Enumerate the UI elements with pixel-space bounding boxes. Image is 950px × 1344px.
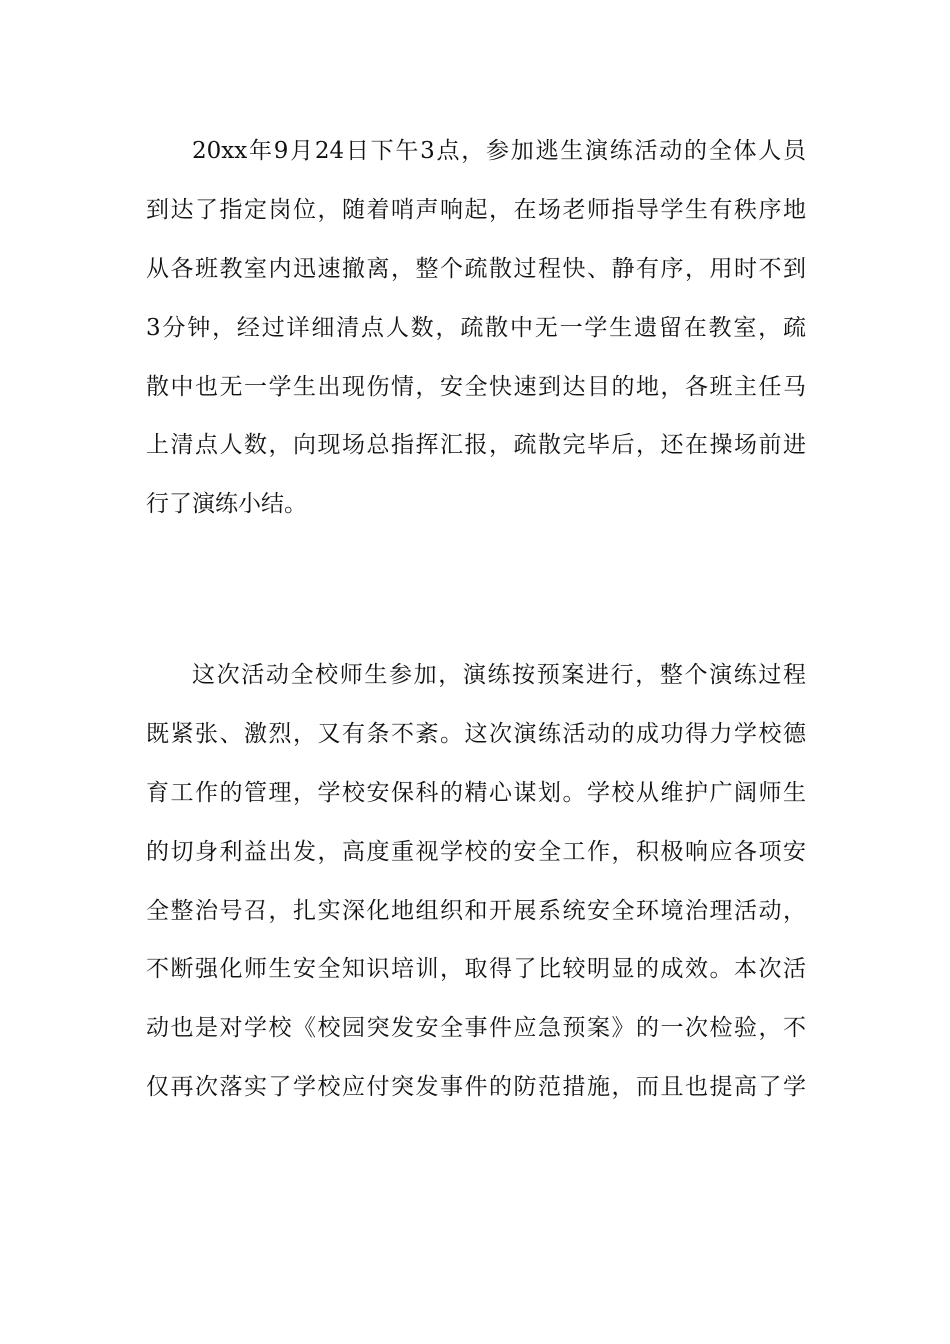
paragraph-line: 育工作的管理，学校安保科的精心谋划。学校从维护广阔师生 [146,779,806,806]
paragraph-line: 仅再次落实了学校应付突发事件的防范措施，而且也提高了学 [146,1074,806,1101]
paragraph-line: 20xx年9月24日下午3点，参加逃生演练活动的全体人员 [192,138,806,164]
paragraph-line: 3分钟，经过详细清点人数，疏散中无一学生遗留在教室，疏 [146,314,806,341]
paragraph-drill-summary [146,660,806,1131]
paragraph-evacuation-drill [146,136,806,548]
paragraph-line: 这次活动全校师生参加，演练按预案进行，整个演练过程 [192,662,806,688]
paragraph-line: 行了演练小结。 [146,491,307,518]
paragraph-line: 全整治号召，扎实深化地组织和开展系统安全环境治理活动， [146,897,806,924]
paragraph-line: 的切身利益出发，高度重视学校的安全工作，积极响应各项安 [146,838,806,865]
paragraph-line: 到达了指定岗位，随着哨声响起，在场老师指导学生有秩序地 [146,196,806,223]
paragraph-line: 从各班教室内迅速撤离，整个疏散过程快、静有序，用时不到 [146,255,806,282]
paragraph-line: 不断强化师生安全知识培训，取得了比较明显的成效。本次活 [146,956,806,983]
paragraph-line: 上清点人数，向现场总指挥汇报，疏散完毕后，还在操场前进 [146,432,806,459]
paragraph-line: 散中也无一学生出现伤情，安全快速到达目的地，各班主任马 [146,373,806,400]
paragraph-line: 既紧张、激烈，又有条不紊。这次演练活动的成功得力学校德 [146,720,806,747]
paragraph-line: 动也是对学校《校园突发安全事件应急预案》的一次检验，不 [146,1015,806,1042]
